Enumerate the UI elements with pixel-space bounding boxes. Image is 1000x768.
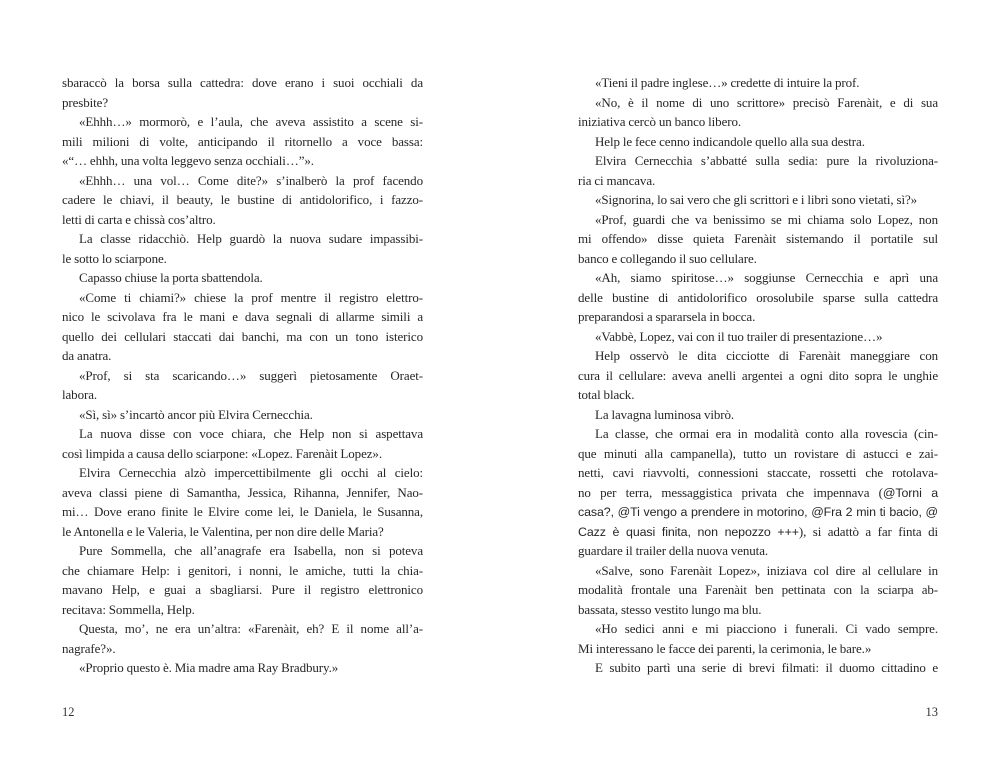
text-line	[62, 483, 423, 503]
text-line	[62, 249, 423, 269]
body-text: no per terra, messaggistica privata che impennava (	[578, 484, 883, 500]
body-text: «Ah, siamo spiritose…» soggiunse Cernecchia e aprì una	[595, 270, 938, 285]
body-text: «Sì, sì» s’incartò ancor più Elvira Cernecchia.	[79, 406, 313, 422]
text-line	[578, 73, 938, 93]
body-text: Elvira Cernecchia s’abbatté sulla sedia: pure la rivoluziona-	[595, 153, 938, 168]
text-line	[62, 639, 423, 659]
body-text: delle bustine di antidolorifico orosolubile sparse sulla cattedra	[578, 289, 938, 305]
text-line	[62, 346, 423, 366]
body-text: Questa, mo’, ne era un’altra: «Farenàit, eh? E il nome all’a-	[79, 621, 423, 636]
text-line	[62, 385, 423, 405]
body-text: «Prof, si sta scaricando…» suggerì pietosamente Oraet-	[79, 367, 423, 383]
text-line	[62, 366, 423, 386]
body-text: recitava: Sommella, Help.	[62, 601, 195, 617]
body-text: La classe, che ormai era in modalità conto alla rovescia (cin-	[595, 426, 938, 441]
body-text: mi… Dove erano finite le Elvire come lei, le Daniela, le Susanna,	[62, 504, 423, 519]
text-line	[578, 385, 938, 405]
body-text: La nuova disse con voce chiara, che Help non si aspettava	[79, 426, 423, 441]
body-text: Help osservò le dita cicciotte di Farenàit maneggiare con	[595, 348, 938, 363]
body-text: iniziativa cercò un banco libero.	[578, 114, 742, 129]
text-line	[578, 580, 938, 600]
text-line	[578, 93, 938, 113]
text-line	[62, 307, 423, 327]
body-text: quello dei cellulari staccati dai banchi, ma con un tono isterico	[62, 328, 423, 344]
body-text: le sotto lo sciarpone.	[62, 250, 167, 266]
body-text: «Ehhh…» mormorò, e l’aula, che aveva assistito a scene si-	[79, 114, 423, 129]
text-line	[62, 93, 423, 113]
text-line	[62, 151, 423, 171]
text-line	[62, 132, 423, 152]
body-text: Elvira Cernecchia alzò impercettibilmente gli occhi al cielo:	[79, 465, 423, 480]
text-line	[578, 346, 938, 366]
text-line	[578, 366, 938, 386]
chat-message-text: @Torni a	[882, 485, 938, 500]
text-line	[62, 444, 423, 464]
page-text	[62, 73, 423, 678]
body-text: La classe ridacchiò. Help guardò la nuova sudare impassibi-	[79, 231, 423, 246]
text-line	[62, 210, 423, 230]
text-line	[578, 249, 938, 269]
chat-message-text: Cazz è quasi finita, non nepozzo +++	[578, 524, 799, 539]
body-text: total black.	[578, 387, 635, 402]
text-line	[62, 268, 423, 288]
text-line	[62, 327, 423, 347]
text-line	[578, 600, 938, 620]
body-text: Pure Sommella, che all’anagrafe era Isabella, non si poteva	[79, 543, 423, 558]
body-text: bassata, stesso vestito lungo ma blu.	[578, 601, 762, 617]
text-line	[62, 522, 423, 542]
text-line	[578, 190, 938, 210]
text-line	[578, 444, 938, 464]
body-text: cadere le chiavi, il beauty, le bustine di antidolorifico, i fazzo-	[62, 192, 423, 207]
text-line	[578, 463, 938, 483]
body-text: mili milioni di volte, anticipando il ritornello a voce bassa:	[62, 133, 423, 149]
body-text: E subito partì una serie di brevi filmati: il duomo cittadino e	[595, 660, 938, 675]
text-line	[62, 171, 423, 191]
body-text: «Ho sedici anni e mi piacciono i funerali. Ci vado sempre.	[595, 621, 938, 636]
text-line	[578, 327, 938, 347]
text-line	[578, 307, 938, 327]
text-line	[578, 171, 938, 191]
text-line	[62, 229, 423, 249]
text-line	[578, 229, 938, 249]
text-line	[578, 639, 938, 659]
text-line	[578, 658, 938, 678]
body-text: che chiamare Help: i genitori, i nonni, le amiche, tutti la chia-	[62, 562, 423, 578]
text-line	[578, 619, 938, 639]
text-line	[578, 483, 938, 503]
body-text: La lavagna luminosa vibrò.	[595, 406, 735, 422]
text-line	[62, 112, 423, 132]
body-text: «Vabbè, Lopez, vai con il tuo trailer di presentazione…»	[595, 328, 883, 344]
text-line	[578, 288, 938, 308]
body-text: netti, cavi riavvolti, connessioni staccate, rossetti che rotolava-	[578, 465, 938, 480]
text-line	[578, 268, 938, 288]
text-line	[578, 502, 938, 522]
text-line	[578, 424, 938, 444]
page-right	[578, 73, 938, 719]
body-text: Capasso chiuse la porta sbattendola.	[79, 270, 263, 285]
body-text: «Salve, sono Farenàit Lopez», iniziava col dire al cellulare in	[595, 562, 938, 578]
body-text: labora.	[62, 387, 98, 402]
body-text: «Signorina, lo sai vero che gli scrittori e i libri sono vietati, sì?»	[595, 192, 918, 207]
text-line	[62, 73, 423, 93]
body-text: preparandosi a spararsela in bocca.	[578, 309, 756, 324]
body-text: «Tieni il padre inglese…» credette di intuire la prof.	[595, 75, 860, 90]
body-text: mavano Help, e guai a sbagliarsi. Pure il registro elettronico	[62, 582, 423, 597]
text-line	[578, 522, 938, 542]
text-line	[62, 561, 423, 581]
text-line	[62, 541, 423, 561]
chat-message-text: casa?, @Ti vengo a prendere in motorino, @Fra 2 min ti bacio, @	[578, 505, 938, 519]
body-text: mi offendo» disse quieta Farenàit sistemando il portatile sul	[578, 231, 938, 246]
text-line	[578, 151, 938, 171]
body-text: così limpida a causa dello sciarpone: «Lopez. Farenàit Lopez».	[62, 445, 382, 461]
text-line	[578, 210, 938, 230]
body-text: «Ehhh… una vol… Come dite?» s’inalberò la prof facendo	[79, 172, 423, 188]
text-line	[62, 658, 423, 678]
text-line	[578, 405, 938, 425]
text-line	[62, 288, 423, 308]
body-text: «Proprio questo è. Mia madre ama Ray Bradbury.»	[79, 660, 339, 675]
page-number: 12	[62, 705, 75, 719]
text-line	[578, 561, 938, 581]
body-text: le Antonella e le Valeria, le Valentina, per non dire delle Maria?	[62, 523, 384, 539]
text-line	[578, 132, 938, 152]
body-text: da anatra.	[62, 348, 112, 363]
body-text: nagrafe?».	[62, 640, 116, 656]
body-text: guardare il trailer della nuova venuta.	[578, 543, 769, 558]
text-line	[62, 580, 423, 600]
body-text: aveva classi piene di Samantha, Jessica, Rihanna, Jennifer, Nao-	[62, 484, 423, 500]
body-text: cura il cellulare: aveva anelli argentei a ogni dito sopra le unghie	[578, 367, 938, 383]
text-line	[62, 600, 423, 620]
body-text: ria ci mancava.	[578, 172, 656, 188]
body-text: ), si adattò a far finta di	[798, 523, 938, 539]
text-line	[578, 112, 938, 132]
body-text: modalità frontale una Farenàit ben pettinata con la sciarpa ab-	[578, 582, 938, 597]
text-line	[62, 502, 423, 522]
body-text: presbite?	[62, 94, 109, 110]
body-text: sbaraccò la borsa sulla cattedra: dove erano i suoi occhiali da	[62, 75, 423, 90]
body-text: Help le fece cenno indicandole quello alla sua destra.	[595, 133, 865, 149]
body-text: «Prof, guardi che va benissimo se mi chiama solo Lopez, non	[595, 211, 938, 227]
body-text: nico le scivolava fra le mani e dava segnali di allarme simili a	[62, 309, 423, 324]
body-text: banco e collegando il suo cellulare.	[578, 250, 757, 266]
body-text: «Come ti chiami?» chiese la prof mentre il registro elettro-	[79, 289, 423, 305]
page-number: 13	[925, 705, 938, 719]
text-line	[62, 463, 423, 483]
body-text: letti di carta e chissà cos’altro.	[62, 211, 216, 227]
text-line	[62, 405, 423, 425]
body-text: Mi interessano le facce dei parenti, la cerimonia, le bare.»	[578, 640, 872, 656]
text-line	[578, 541, 938, 561]
page-text	[578, 73, 938, 678]
body-text: «“… ehhh, una volta leggevo senza occhiali…”».	[62, 153, 314, 168]
body-text: que minuti alla campanella), tutto un rovistare di astucci e zai-	[578, 445, 938, 461]
page-left	[62, 73, 423, 719]
text-line	[62, 424, 423, 444]
text-line	[62, 619, 423, 639]
text-line	[62, 190, 423, 210]
body-text: «No, è il nome di uno scrittore» precisò Farenàit, e di sua	[595, 94, 938, 110]
